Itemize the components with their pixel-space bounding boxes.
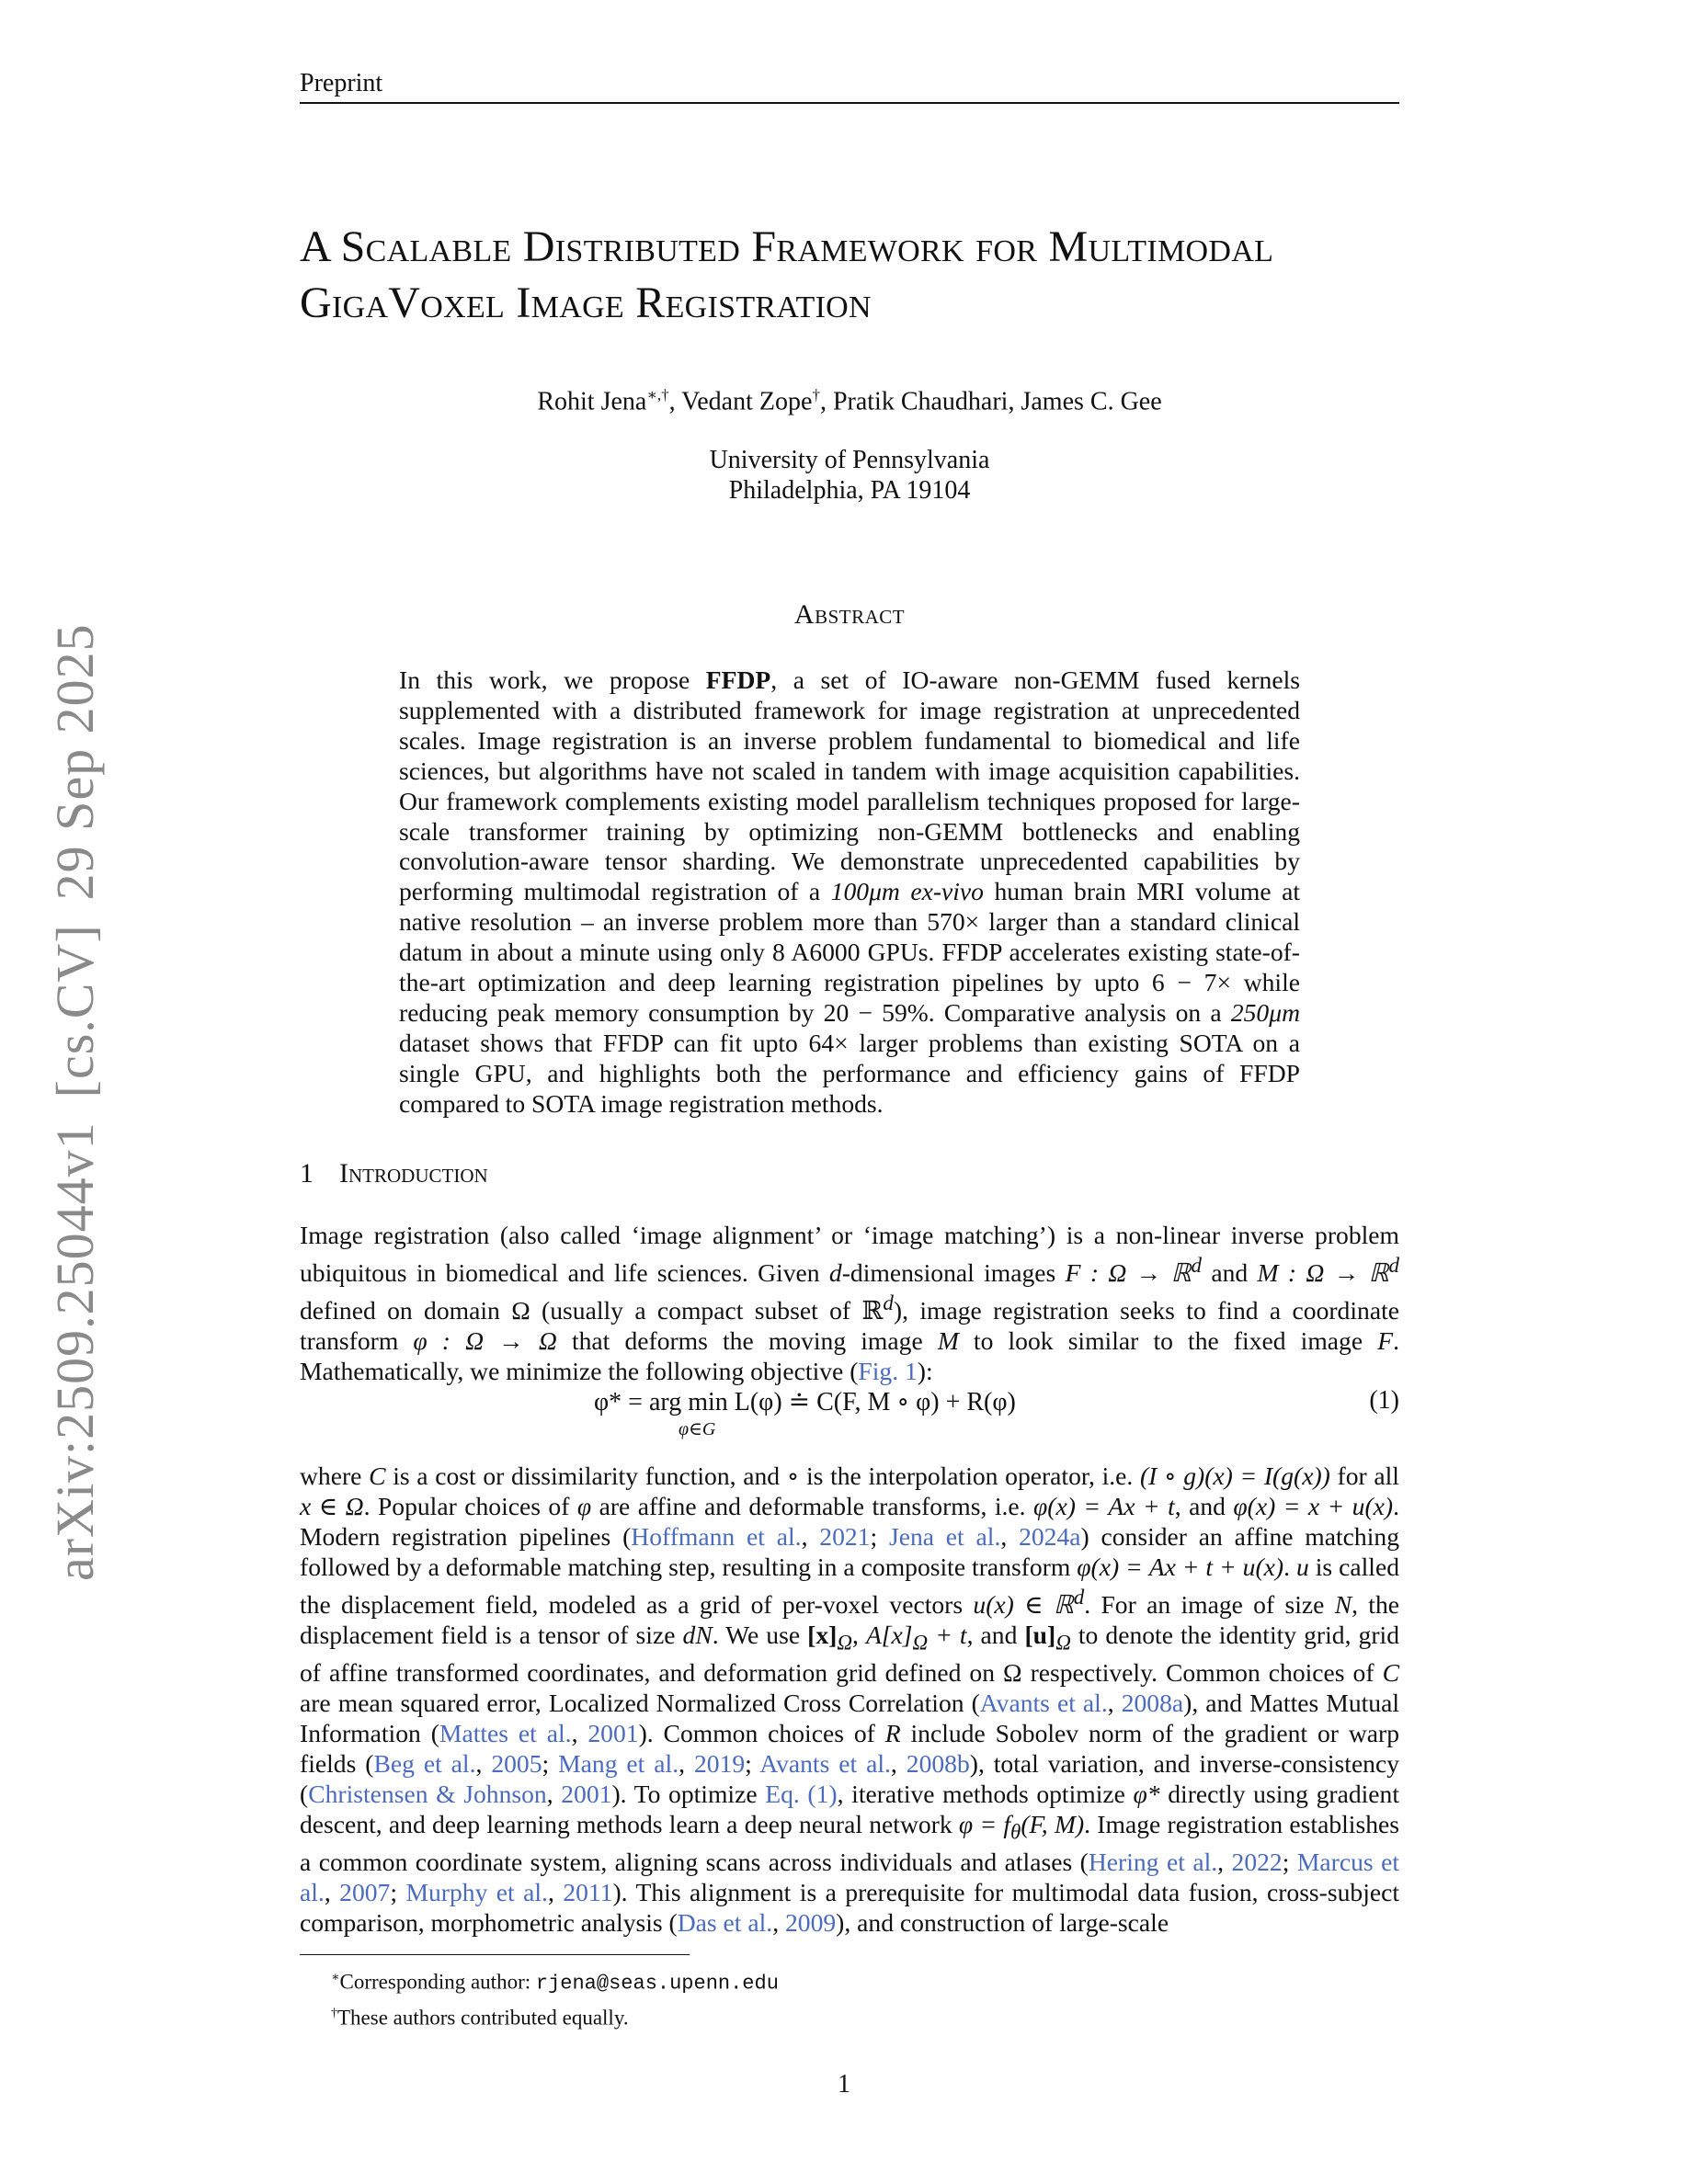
separator: ,: [1008, 387, 1021, 416]
text: directly using gradient descent, and deep learning methods learn a deep neural network: [300, 1779, 1399, 1838]
text: is a cost or dissimilarity function, and ∘ is the interpolation operator, i.e.: [385, 1462, 1140, 1490]
math: C: [369, 1462, 386, 1490]
citation-link[interactable]: Das et al.: [677, 1907, 773, 1937]
math: F: [1377, 1326, 1394, 1356]
text: ), and construction of large-scale: [836, 1907, 1169, 1937]
math: u(x) ∈ ℝ: [973, 1589, 1074, 1619]
equation-link[interactable]: Eq. (1): [765, 1779, 838, 1808]
math: d: [1191, 1253, 1202, 1277]
page-number: 1: [838, 2070, 850, 2099]
title-line-2: GigaVoxel Image Registration: [300, 279, 872, 327]
equation-body: φ* = arg min L(φ) ≐ C(F, M ∘ φ) + R(φ): [594, 1388, 1016, 1416]
figure-link[interactable]: Fig. 1: [858, 1357, 918, 1385]
citation-year-link[interactable]: 2007: [339, 1878, 391, 1906]
arxiv-sidebar-stamp: [44, 599, 106, 1581]
section-heading: [300, 1158, 488, 1189]
text: . Mathematically, we minimize the following objective (: [300, 1326, 1399, 1385]
math: A[x]: [865, 1620, 913, 1649]
section-title: Introduction: [339, 1158, 488, 1189]
math: θ: [1010, 1820, 1021, 1844]
math: N: [1334, 1589, 1352, 1619]
text: are affine and deformable transforms, i.e.: [591, 1491, 1033, 1520]
math: d: [1388, 1253, 1400, 1277]
citation-year-link[interactable]: 2022: [1231, 1848, 1283, 1877]
text: ). This alignment is a prerequisite for multimodal data fusion, cross-subject comparison, morphometric analysis (: [300, 1878, 1400, 1937]
text: where: [300, 1462, 370, 1490]
citation-year-link[interactable]: 2009: [784, 1907, 837, 1937]
text: Image registration (also called ‘image alignment’ or ‘image matching’) is a non-linear inverse problem ubiquitous in biomedical and life sciences. Given: [300, 1221, 1399, 1288]
citation-link[interactable]: Beg et al.: [373, 1748, 476, 1778]
text: ). To optimize: [611, 1779, 766, 1808]
text: Corresponding author:: [339, 1970, 536, 1994]
math: Ω: [1055, 1631, 1071, 1655]
text: ) consider an affine matching followed by a deformable matching step, resulting in a composite transform: [300, 1521, 1399, 1581]
math: φ(x) = Ax + t: [1033, 1491, 1175, 1520]
footnotes: [331, 1963, 779, 2032]
math: φ: [576, 1491, 592, 1520]
math: C: [1382, 1658, 1399, 1688]
paper-title: [300, 219, 1412, 331]
math: M : Ω → ℝ: [1257, 1258, 1389, 1288]
text: defined on domain Ω (usually a compact subset of ℝ: [300, 1296, 884, 1325]
citation-link[interactable]: Jena et al.: [888, 1521, 1001, 1551]
text: to look similar to the fixed image: [958, 1326, 1378, 1356]
author: Vedant Zope: [681, 387, 813, 416]
math: R: [884, 1718, 901, 1747]
text: These authors contributed equally.: [337, 2006, 629, 2030]
citation-link[interactable]: Hoffmann et al.: [631, 1521, 802, 1551]
intro-paragraph-2: where C is a cost or dissimilarity function, and ∘ is the interpolation operator, i.e. (I ∘ g)(x) = I(g(x)) for all x ∈ Ω. Popular choices of φ are affine and deformable transforms, i.e. φ(x) = Ax + t, and φ(x) = x + u(x). Modern registration pipelines (Hoffmann et al., 2021; Jena et al., 2024a) consider an affine matching followed by a deformable matching step, resulting in a composite transform φ(x) = Ax + t + u(x). u is called the displacement field, modeled as a grid of per-voxel vectors u(x) ∈ ℝ$^d$. For an image of size N, the displacement field is a tensor of size dN. We use $[x]_\Omega$, $A[x]_\Omega + t$, and $[u]_\Omega$ to denote the identity grid, grid of affine transformed coordinates, and deformation grid defined on Ω respectively. Common choices of C are mean squared error, Localized Normalized Cross Correlation (Avants et al., 2008a), and Mattes Mutual Information (Mattes et al., 2001). Common choices of R include Sobolev norm of the gradient or warp fields (Beg et al., 2005; Mang et al., 2019; Avants et al., 2008b), total variation, and inverse-consistency (Christensen & Johnson, 2001). To optimize Eq. (1), iterative methods optimize φ* directly using gradient descent, and deep learning methods learn a deep neural network $\varphi = f_\theta(F$, M). Image registration establishes a common coordinate system, aligning scans across individuals and atlases (Hering et al., 2022; Marcus et al., 2007; Murphy et al., 2011). This alignment is a prerequisite for multimodal data fusion, cross-subject comparison, morphometric analysis (Das et al., 2009), and construction of large-scale: [300, 1462, 1400, 1937]
citation-link[interactable]: Marcus et al.: [300, 1848, 1399, 1906]
citation-year-link[interactable]: 2008a: [1121, 1689, 1184, 1718]
math: φ*: [1133, 1779, 1160, 1808]
math: x ∈ Ω: [300, 1491, 364, 1520]
citation-year-link[interactable]: 2005: [491, 1748, 542, 1778]
text: , and: [1174, 1491, 1234, 1520]
institution: University of Pennsylvania: [709, 446, 990, 474]
text: . Popular choices of: [363, 1491, 577, 1520]
math: Ω: [837, 1631, 852, 1655]
separator: ,: [819, 387, 833, 416]
math: u: [1295, 1552, 1309, 1581]
math: φ(x) = x + u(x): [1233, 1491, 1394, 1520]
citation-year-link[interactable]: 2024a: [1019, 1521, 1081, 1551]
email-address[interactable]: rjena@seas.upenn.edu: [535, 1972, 779, 1996]
text: that deforms the moving image: [556, 1326, 938, 1356]
text: . Image registration establishes a common coordinate system, aligning scans across individuals and atlases (: [300, 1809, 1399, 1877]
citation-year-link[interactable]: 2021: [819, 1521, 871, 1551]
arxiv-category: [cs.CV]: [45, 924, 105, 1098]
equation-1: [300, 1386, 1399, 1441]
location: Philadelphia, PA 19104: [728, 476, 971, 505]
text: ,: [851, 1620, 866, 1649]
math: M: [937, 1326, 959, 1356]
arxiv-date: 29 Sep 2025: [45, 623, 105, 901]
text: .: [1283, 1552, 1296, 1581]
citation-link[interactable]: Avants et al.: [979, 1689, 1108, 1718]
footnote-mark: †: [331, 2006, 337, 2020]
text: . For an image of size: [1084, 1589, 1335, 1619]
section-number: 1: [300, 1158, 314, 1189]
arxiv-id: arXiv:2509.25044v1: [45, 1121, 105, 1581]
math: + t: [928, 1620, 967, 1649]
citation-link[interactable]: Murphy et al.: [405, 1878, 548, 1906]
citation-link[interactable]: Hering et al.: [1088, 1848, 1218, 1877]
math: (F, M): [1021, 1809, 1085, 1838]
citation-year-link[interactable]: 2001: [587, 1718, 639, 1747]
text: , the displacement field is a tensor of size: [300, 1589, 1400, 1649]
running-header: Preprint: [300, 70, 1399, 104]
text: to denote the identity grid, grid of affine transformed coordinates, and deformation grid defined on Ω respectively. Common choices of: [300, 1620, 1399, 1688]
intro-paragraph-1: [300, 1221, 1399, 1387]
text: ), total variation, and inverse-consistency (: [300, 1748, 1400, 1808]
math: Ω: [912, 1631, 929, 1655]
citation-year-link[interactable]: 2019: [693, 1748, 746, 1778]
text: ), and Mattes Mutual Information (: [300, 1689, 1400, 1747]
abstract-body: [399, 665, 1300, 1120]
abstract-heading: Abstract: [793, 599, 906, 630]
author-marks: ∗,†: [646, 386, 669, 404]
text: are mean squared error, Localized Normalized Cross Correlation (: [300, 1689, 980, 1718]
math: dN: [682, 1620, 713, 1649]
math: d: [883, 1291, 894, 1314]
math: φ(x) = Ax + t + u(x): [1077, 1552, 1284, 1581]
author-list: [300, 386, 1399, 416]
text: , a set of IO-aware non-GEMM fused kernels supplemented with a distributed framework for image registration at unprecedented scales. Image registration is an inverse problem fundamental to biomedical and life sciences, but algorithms have not scaled in tandem with image acquisition capabilities. Our framework complements existing model parallelism techniques proposed for large-scale transformer training by optimizing non-GEMM bottlenecks and enabling convolution-aware tensor sharding. We demonstrate unprecedented capabilities by performing multimodal registration of a: [399, 665, 1300, 906]
citation-link[interactable]: Avants et al.: [759, 1748, 891, 1778]
text: ). Common choices of: [638, 1718, 885, 1747]
footnote-equal-contribution: [331, 1999, 779, 2033]
equation-number: (1): [1369, 1386, 1399, 1415]
text: ):: [917, 1357, 933, 1385]
math: 250μm: [1230, 997, 1300, 1027]
math: d: [828, 1258, 842, 1288]
author-marks: †: [812, 386, 820, 404]
emphasis: ex-vivo: [910, 877, 984, 906]
text: -dimensional images: [841, 1258, 1066, 1288]
math: (I ∘ g)(x) = I(g(x)): [1139, 1462, 1330, 1490]
text: , and: [966, 1620, 1025, 1649]
math: [x]: [807, 1620, 838, 1649]
math: 100μm: [830, 877, 900, 906]
citation-link[interactable]: Mattes et al.: [439, 1718, 572, 1747]
math: [u]: [1024, 1620, 1056, 1649]
text: . Modern registration pipelines (: [300, 1491, 1399, 1551]
equation-subscript: φ∈G: [679, 1419, 716, 1439]
math: F : Ω → ℝ: [1065, 1258, 1192, 1288]
citation-link[interactable]: Christensen & Johnson: [308, 1779, 547, 1808]
author: Rohit Jena: [537, 387, 647, 416]
text: , iterative methods optimize: [837, 1779, 1134, 1808]
footnote-rule: [300, 1954, 690, 1955]
math: φ : Ω → Ω: [413, 1326, 557, 1356]
method-name: FFDP: [705, 665, 771, 694]
text: human brain MRI volume at native resolution – an inverse problem more than 570× larger than a standard clinical datum in about a minute using only 8 A6000 GPUs. FFDP accelerates existing state-of-the-art optimization and deep learning registration pipelines by upto 6 − 7× while reducing peak memory consumption by 20 − 59%. Comparative analysis on a: [399, 877, 1300, 1027]
text: is called the displacement field, modeled as a grid of per-voxel vectors: [300, 1552, 1399, 1619]
text: for all: [1329, 1462, 1399, 1490]
title-line-1: A Scalable Distributed Framework for Multimodal: [300, 222, 1274, 271]
text: . We use: [712, 1620, 808, 1649]
separator: ,: [668, 387, 682, 416]
citation-year-link[interactable]: 2011: [563, 1878, 613, 1906]
citation-link[interactable]: Mang et al.: [558, 1748, 679, 1778]
citation-year-link[interactable]: 2008b: [906, 1748, 970, 1778]
text: ), image registration seeks to find a coordinate transform: [300, 1296, 1399, 1356]
author: Pratik Chaudhari: [832, 387, 1009, 416]
author: James C. Gee: [1021, 387, 1162, 416]
math: φ = f: [958, 1809, 1010, 1838]
text: In this work, we propose: [399, 665, 706, 694]
text: dataset shows that FFDP can fit upto 64× larger problems than existing SOTA on a single GPU, and highlights both the performance and efficiency gains of FFDP compared to SOTA image registration methods.: [399, 1028, 1300, 1118]
footnote-corresponding-author: [331, 1963, 779, 1999]
math: d: [1073, 1585, 1085, 1609]
citation-year-link[interactable]: 2001: [561, 1779, 612, 1808]
text: and: [1201, 1258, 1258, 1288]
text: include Sobolev norm of the gradient or warp fields (: [300, 1718, 1400, 1778]
affiliation: [300, 445, 1399, 506]
footnote-mark: ∗: [331, 1971, 340, 1985]
